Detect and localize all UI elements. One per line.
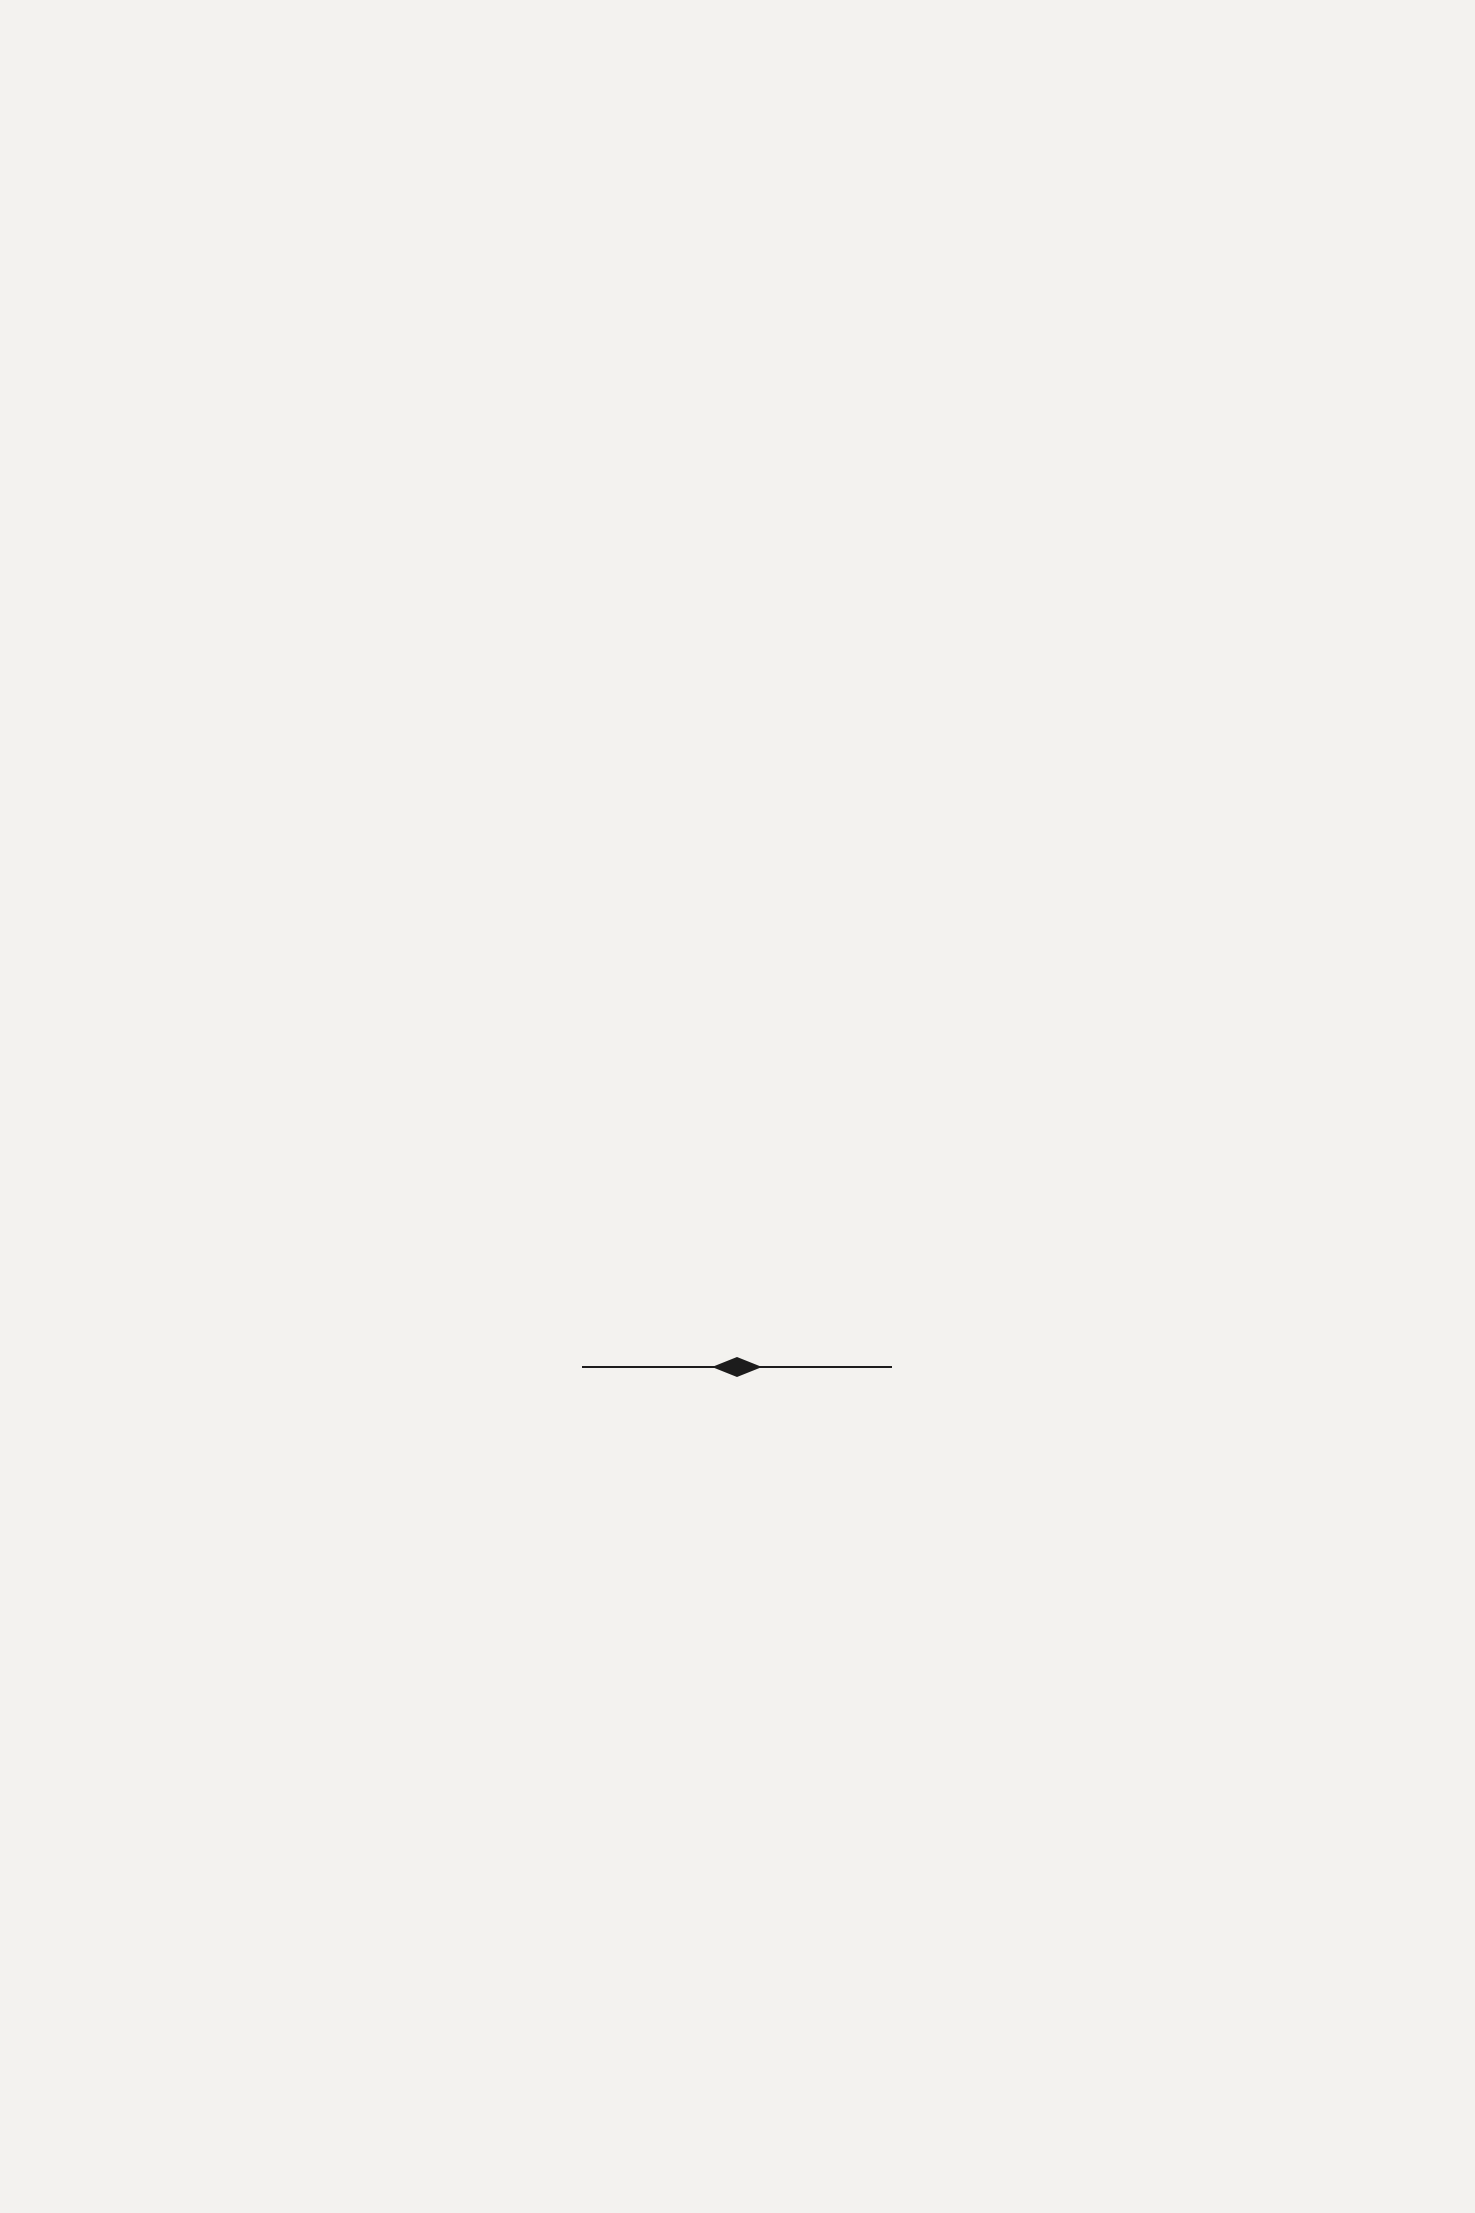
section-divider-ornament <box>582 1352 892 1382</box>
running-head <box>147 90 1297 130</box>
